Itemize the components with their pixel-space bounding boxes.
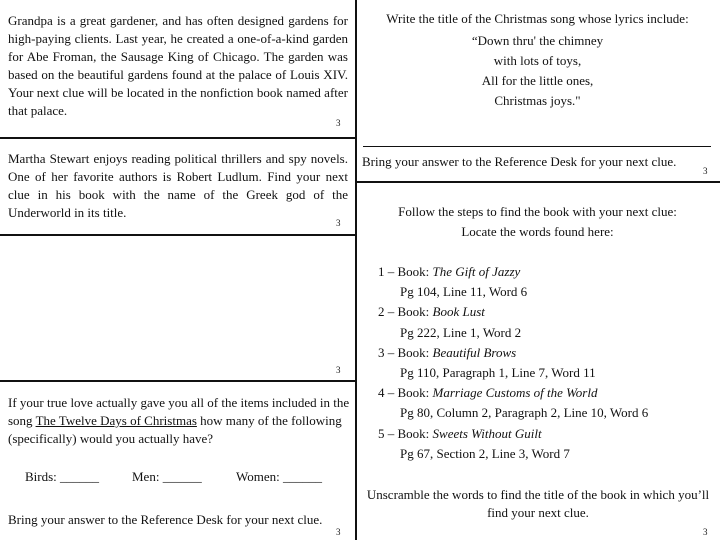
twelve-days-text-before: If your true love actually gave you all of the items included in the song bbox=[8, 395, 350, 428]
step-book-title: Book Lust bbox=[432, 304, 485, 320]
grandpa-page-number: 3 bbox=[336, 118, 341, 128]
step-location: Pg 67, Section 2, Line 3, Word 7 bbox=[400, 445, 570, 461]
step-prefix: 5 – Book: bbox=[378, 425, 433, 441]
blank-card-page-number: 3 bbox=[336, 365, 341, 375]
step-location: Pg 110, Paragraph 1, Line 7, Word 11 bbox=[400, 365, 596, 381]
step-item bbox=[378, 302, 648, 322]
christmas-song-prompt: Write the title of the Christmas song whose lyrics include: bbox=[386, 11, 689, 26]
steps-intro: Follow the steps to find the book with your next clue: bbox=[398, 204, 677, 219]
step-location: Pg 222, Line 1, Word 2 bbox=[400, 324, 522, 340]
christmas-song-footer: Bring your answer to the Reference Desk for your next clue. bbox=[362, 154, 677, 169]
step-prefix: 4 – Book: bbox=[378, 385, 433, 401]
unscramble-text: Unscramble the words to find the title of the book in which you’ll find your next clue. bbox=[366, 487, 710, 520]
steps-list bbox=[378, 262, 648, 464]
christmas-song-lyric-1: “Down thru' the chimney bbox=[471, 33, 604, 48]
step-item bbox=[378, 343, 648, 363]
left-divider-1 bbox=[0, 137, 356, 139]
step-book-title: Sweets Without Guilt bbox=[432, 425, 542, 441]
unscramble-page-number: 3 bbox=[703, 527, 708, 537]
song-title: The Twelve Days of Christmas bbox=[35, 413, 197, 428]
step-item bbox=[378, 262, 648, 282]
men-blank: Men: ______ bbox=[132, 469, 202, 484]
martha-page-number: 3 bbox=[336, 218, 341, 228]
step-prefix: 2 – Book: bbox=[378, 304, 433, 320]
step-prefix: 1 – Book: bbox=[378, 264, 433, 279]
left-divider-3 bbox=[0, 380, 356, 382]
step-item bbox=[378, 424, 648, 444]
twelve-days-page-number: 3 bbox=[336, 527, 341, 537]
step-prefix: 3 – Book: bbox=[378, 344, 433, 360]
step-location: Pg 104, Line 11, Word 6 bbox=[400, 284, 528, 300]
martha-clue-text: Martha Stewart enjoys reading political thrillers and spy novels. One of her favorite authors is Robert Ludlum. Find your next clue in his book with the name of the Greek god of the Underworld in its title. bbox=[8, 151, 348, 220]
birds-blank: Birds: ______ bbox=[25, 469, 100, 484]
christmas-song-lyric-4: Christmas joys." bbox=[494, 93, 581, 108]
twelve-days-question bbox=[8, 394, 353, 448]
twelve-days-footer: Bring your answer to the Reference Desk for your next clue. bbox=[8, 512, 323, 527]
step-location: Pg 80, Column 2, Paragraph 2, Line 10, Word 6 bbox=[400, 405, 649, 421]
center-divider bbox=[355, 0, 357, 540]
twelve-days-text-after: how many of the following (specifically) would you actually have? bbox=[8, 413, 342, 446]
steps-subintro: Locate the words found here: bbox=[461, 224, 614, 239]
left-divider-2 bbox=[0, 234, 356, 236]
grandpa-clue-text: Grandpa is a great gardener, and has often designed gardens for high-paying clients. Last year, he created a one-of-a-kind garden for Abe Froman, the Sausage King of Chicago. The garden was based on the beautiful gardens found at the palace of Louis XIV. Your next clue will be located in the nonfiction book named after that palace. bbox=[8, 13, 348, 118]
step-book-title: Beautiful Brows bbox=[432, 344, 517, 360]
christmas-song-lyric-2: with lots of toys, bbox=[493, 53, 582, 68]
step-item bbox=[378, 383, 648, 403]
answer-line bbox=[363, 146, 711, 147]
christmas-song-page-number: 3 bbox=[703, 166, 708, 176]
women-blank: Women: ______ bbox=[236, 469, 322, 484]
right-divider-1 bbox=[356, 181, 720, 183]
step-book-title: Marriage Customs of the World bbox=[432, 385, 598, 401]
christmas-song-lyric-3: All for the little ones, bbox=[481, 73, 594, 88]
step-book-title: The Gift of Jazzy bbox=[432, 264, 521, 279]
